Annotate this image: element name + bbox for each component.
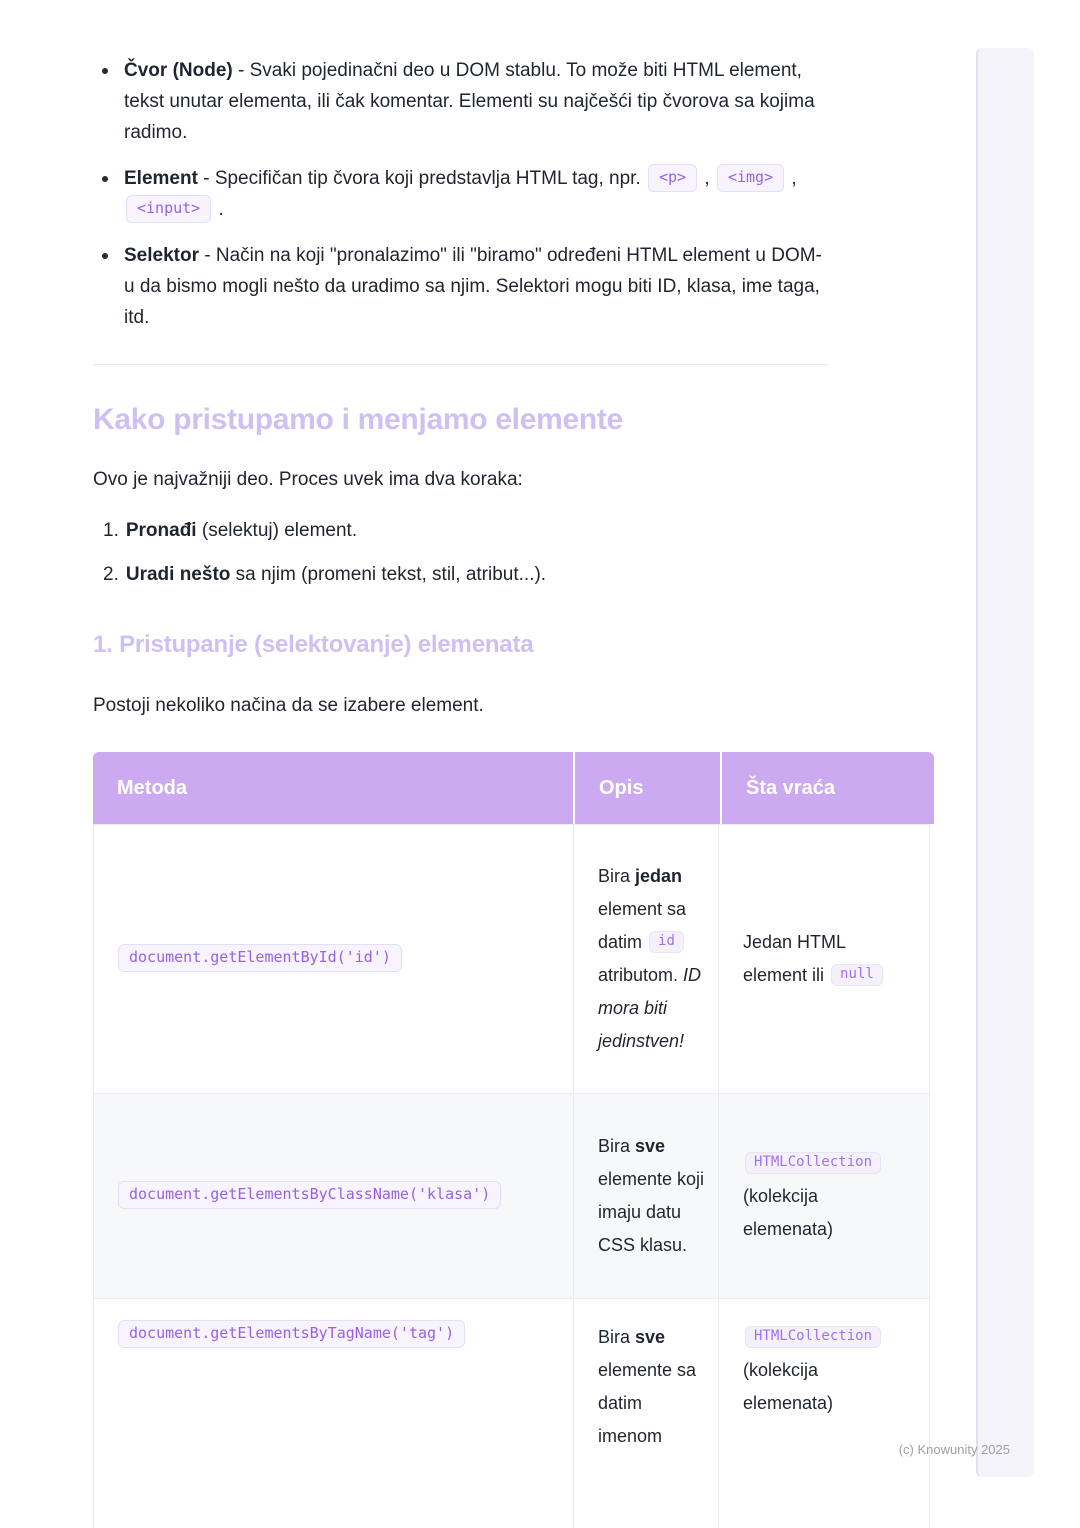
inline-code-chip: HTMLCollection xyxy=(745,1152,881,1174)
cell-method xyxy=(94,1299,573,1528)
cell-opis xyxy=(573,825,718,1093)
vraca-text: (kolekcija elemenata) xyxy=(743,1360,834,1413)
section-intro: Ovo je najvažniji deo. Proces uvek ima dva koraka: xyxy=(93,469,523,490)
cell-vraca xyxy=(718,1299,929,1528)
list-item xyxy=(93,163,830,225)
opis-text: elemente koji imaju datu CSS klasu. xyxy=(598,1169,705,1255)
subsection-note: Postoji nekoliko načina da se izabere element. xyxy=(93,695,484,716)
step-number: 2. xyxy=(103,564,119,585)
table-header-row xyxy=(93,752,930,824)
step-bold: Uradi nešto xyxy=(125,564,231,585)
section-divider xyxy=(93,364,828,365)
chip-end: . xyxy=(213,199,224,220)
methods-table xyxy=(93,752,930,1528)
inline-code-chip: <p> xyxy=(648,164,697,192)
table-body xyxy=(93,824,930,1528)
column-header-sta-vraca: Šta vraća xyxy=(722,752,934,824)
definition-text: Specifičan tip čvora koji predstavlja HTML tag, npr. xyxy=(214,168,647,189)
definition-text: Način na koji "pronalazimo" ili "biramo" određeni HTML element u DOM-u da bismo mogli nešto da uradimo sa njim. Selektori mogu biti ID, klasa, ime taga, itd. xyxy=(124,245,822,328)
definition-term: Element xyxy=(124,168,198,189)
step-text: sa njim (promeni tekst, stil, atribut...). xyxy=(230,564,547,585)
opis-text: elemente sa datim imenom xyxy=(598,1360,697,1446)
subsection-title: 1. Pristupanje (selektovanje) elemenata xyxy=(93,631,534,658)
definition-dash: - xyxy=(198,245,216,266)
opis-text: Bira xyxy=(598,866,636,886)
inline-code-chip: null xyxy=(831,964,883,986)
steps-list xyxy=(93,519,830,587)
cell-method xyxy=(94,825,573,1093)
definition-dash: - xyxy=(197,168,215,189)
opis-text: Bira xyxy=(598,1327,636,1347)
step-number: 1. xyxy=(103,520,119,541)
definition-term: Čvor (Node) xyxy=(124,60,233,81)
step-bold: Pronađi xyxy=(125,520,197,541)
inline-code-chip: <img> xyxy=(717,164,784,192)
vraca-text: Jedan HTML element ili xyxy=(743,932,846,985)
definitions-list xyxy=(93,55,830,333)
opis-bold: sve xyxy=(635,1327,666,1347)
step-text: (selektuj) element. xyxy=(196,520,358,541)
section-title: Kako pristupamo i menjamo elemente xyxy=(93,403,623,436)
cell-vraca xyxy=(718,825,929,1093)
definition-dash: - xyxy=(232,60,250,81)
opis-text: element sa datim xyxy=(598,899,687,952)
step-item xyxy=(93,563,830,587)
cell-opis xyxy=(573,1299,718,1528)
table-row xyxy=(94,1093,929,1298)
opis-bold: sve xyxy=(635,1136,666,1156)
chip-separator: , xyxy=(699,168,715,189)
watermark: (c) Knowunity 2025 xyxy=(898,1442,1010,1457)
definition-text: Svaki pojedinačni deo u DOM stablu. To može biti HTML element, tekst unutar elementa, ili čak komentar. Elementi su najčešći tip čvorova sa kojima radimo. xyxy=(124,60,815,143)
inline-code-chip: HTMLCollection xyxy=(745,1326,881,1348)
column-header-opis: Opis xyxy=(575,752,720,824)
opis-text: Bira xyxy=(598,1136,636,1156)
step-item xyxy=(93,519,830,543)
table-row xyxy=(94,825,929,1093)
code-chip-method: document.getElementsByClassName('klasa') xyxy=(118,1181,501,1209)
list-item xyxy=(93,55,830,148)
code-chip-method: document.getElementById('id') xyxy=(118,944,402,972)
definition-term: Selektor xyxy=(124,245,199,266)
chip-separator: , xyxy=(786,168,797,189)
opis-bold: jedan xyxy=(635,866,683,886)
right-page-edge-bar xyxy=(976,48,1034,1477)
inline-code-chip: id xyxy=(649,931,684,953)
inline-code-chip: <input> xyxy=(126,195,211,223)
opis-italic: ID mora biti jedinstven! xyxy=(598,965,702,1051)
cell-method xyxy=(94,1094,573,1298)
cell-vraca xyxy=(718,1094,929,1298)
cell-opis xyxy=(573,1094,718,1298)
document-content xyxy=(93,55,930,1528)
opis-text: atributom. xyxy=(598,965,684,985)
table-row xyxy=(94,1298,929,1528)
code-chip-method: document.getElementsByTagName('tag') xyxy=(118,1320,465,1348)
vraca-text: (kolekcija elemenata) xyxy=(743,1185,834,1239)
list-item xyxy=(93,240,830,333)
column-header-metoda: Metoda xyxy=(93,752,573,824)
